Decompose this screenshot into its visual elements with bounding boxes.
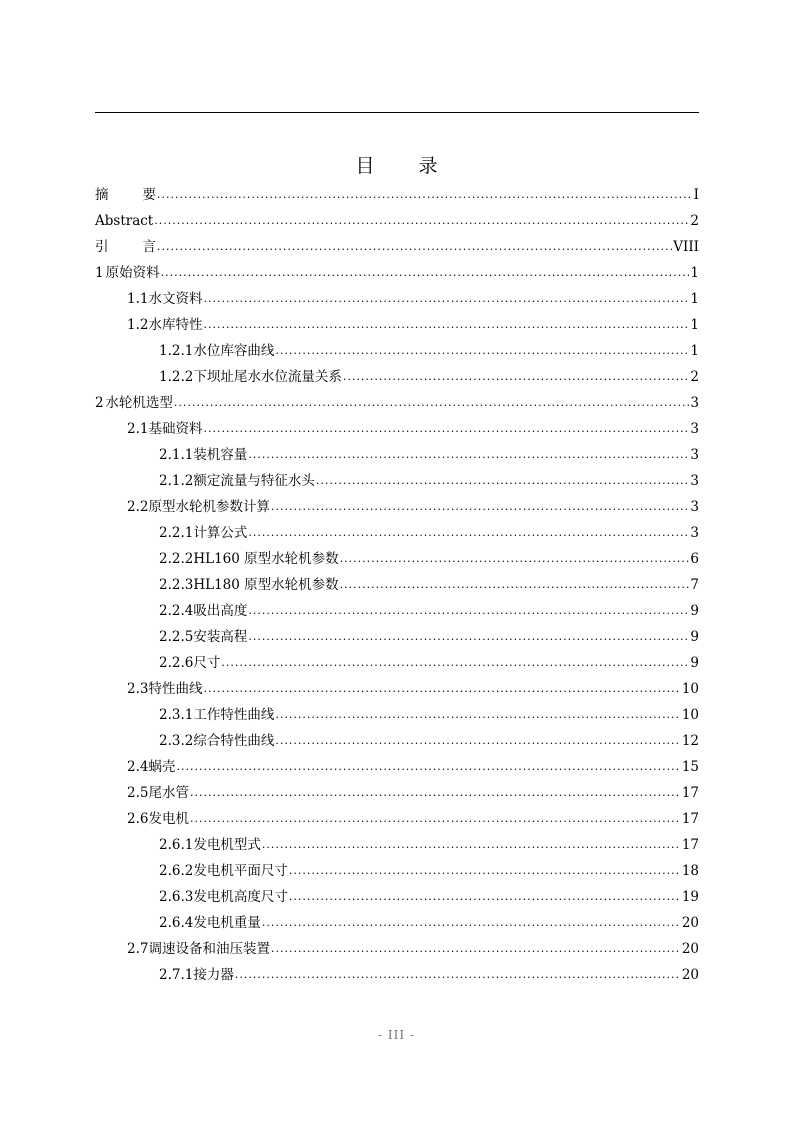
- toc-title-char-1: 目: [355, 155, 375, 177]
- toc-entry-page: 20: [681, 941, 699, 957]
- toc-entry-label: 特性曲线: [148, 681, 203, 697]
- toc-dot-leader: [289, 858, 681, 884]
- toc-entry-page: VIII: [673, 239, 699, 255]
- toc-entry-page: 6: [690, 551, 699, 567]
- toc-entry-number: 2.7: [127, 941, 149, 957]
- toc-entry-label: 计算公式: [193, 525, 248, 541]
- toc-entry-page: 1: [690, 291, 699, 307]
- toc-entry-number: 2.2.2: [159, 551, 194, 567]
- toc-entry-number: 2.6.3: [159, 889, 194, 905]
- toc-entry-label: 水轮机选型: [105, 395, 173, 411]
- toc-dot-leader: [248, 442, 689, 468]
- toc-dot-leader: [340, 546, 690, 572]
- toc-entry[interactable]: [95, 806, 699, 832]
- toc-entry-page: 3: [690, 395, 699, 411]
- page-number-footer: - III -: [378, 1028, 415, 1042]
- toc-dot-leader: [154, 208, 689, 234]
- toc-entry[interactable]: [95, 650, 699, 676]
- toc-entry-number: 2.2.3: [159, 577, 194, 593]
- toc-entry-label: 吸出高度: [193, 603, 248, 619]
- toc-entry[interactable]: [95, 338, 699, 364]
- toc-entry-label: 尾水管: [148, 785, 189, 801]
- toc-entry-number: 2.6.2: [159, 863, 194, 879]
- toc-entry-label: 发电机平面尺寸: [193, 863, 288, 879]
- toc-entry-page: 2: [690, 213, 699, 229]
- toc-entry-page: 17: [681, 785, 699, 801]
- toc-dot-leader: [176, 754, 680, 780]
- toc-entry-page: 20: [681, 967, 699, 983]
- toc-entry[interactable]: [95, 676, 699, 702]
- toc-dot-leader: [340, 572, 690, 598]
- toc-entry-number: 2.6.4: [159, 915, 194, 931]
- toc-entry-label-char: 引: [95, 239, 109, 255]
- toc-entry-number: 1.2: [127, 317, 149, 333]
- toc-entry-label: 综合特性曲线: [193, 733, 275, 749]
- toc-dot-leader: [275, 728, 680, 754]
- toc-entry[interactable]: [95, 832, 699, 858]
- toc-entry[interactable]: [95, 962, 699, 988]
- toc-entry-page: 12: [681, 733, 699, 749]
- toc-entry[interactable]: [95, 416, 699, 442]
- toc-entry[interactable]: [95, 390, 699, 416]
- toc-entry-label: 原型水轮机参数计算: [148, 499, 270, 515]
- toc-entry-number: 2.1: [127, 421, 149, 437]
- toc-entry-page: 18: [681, 863, 699, 879]
- toc-entry-label: HL180 原型水轮机参数: [193, 577, 339, 593]
- toc-entry[interactable]: [95, 364, 699, 390]
- toc-dot-leader: [262, 832, 681, 858]
- toc-title: [0, 152, 793, 180]
- toc-entry-page: 20: [681, 915, 699, 931]
- toc-entry-number: 2.7.1: [159, 967, 194, 983]
- toc-entry-number: 2: [95, 395, 104, 411]
- toc-entry-label: 基础资料: [148, 421, 203, 437]
- toc-entry-page: 17: [681, 811, 699, 827]
- toc-entry-number: 1.2.2: [159, 369, 194, 385]
- toc-entry[interactable]: [95, 312, 699, 338]
- toc-entry[interactable]: [95, 598, 699, 624]
- toc-entry[interactable]: [95, 546, 699, 572]
- toc-entry[interactable]: [95, 286, 699, 312]
- toc-entry-label: 发电机重量: [193, 915, 261, 931]
- toc-dot-leader: [157, 182, 693, 208]
- toc-entry-label: 水位库容曲线: [193, 343, 275, 359]
- toc-entry-number: 2.6: [127, 811, 149, 827]
- toc-entry[interactable]: [95, 624, 699, 650]
- toc-entry-page: 3: [690, 447, 699, 463]
- toc-entry-number: 2.1.2: [159, 473, 194, 489]
- toc-entry[interactable]: [95, 520, 699, 546]
- toc-entry-page: 3: [690, 499, 699, 515]
- toc-dot-leader: [343, 364, 690, 390]
- toc-entry[interactable]: [95, 572, 699, 598]
- toc-entry-label: 发电机型式: [193, 837, 261, 853]
- toc-entry-number: 1.1: [127, 291, 149, 307]
- toc-dot-leader: [275, 702, 680, 728]
- toc-dot-leader: [161, 260, 690, 286]
- toc-entry-number: 2.3.1: [159, 707, 194, 723]
- toc-entry-label: 下坝址尾水水位流量关系: [193, 369, 342, 385]
- toc-entry-number: 2.1.1: [159, 447, 194, 463]
- toc-entry-label: 水库特性: [148, 317, 203, 333]
- toc-entry[interactable]: [95, 260, 699, 286]
- toc-entry-label: 额定流量与特征水头: [193, 473, 315, 489]
- toc-entry-number: 1: [95, 265, 104, 281]
- toc-entry-label: 水文资料: [148, 291, 203, 307]
- toc-entry-page: 3: [690, 525, 699, 541]
- toc-dot-leader: [271, 494, 689, 520]
- toc-dot-leader: [289, 884, 681, 910]
- toc-entry-number: 2.3.2: [159, 733, 194, 749]
- toc-entry-label: 调速设备和油压装置: [148, 941, 270, 957]
- toc-entry[interactable]: [95, 208, 699, 234]
- toc-entry-label: [95, 234, 156, 260]
- toc-entry[interactable]: [95, 884, 699, 910]
- toc-dot-leader: [271, 936, 681, 962]
- toc-entry-label: 尺寸: [193, 655, 221, 671]
- toc-entry-page: I: [693, 187, 699, 203]
- toc-dot-leader: [275, 338, 689, 364]
- toc-dot-leader: [248, 520, 689, 546]
- toc-entry-page: 1: [690, 343, 699, 359]
- toc-entry[interactable]: [95, 234, 699, 260]
- toc-entry[interactable]: [95, 936, 699, 962]
- toc-title-char-2: 录: [418, 155, 438, 177]
- toc-dot-leader: [203, 286, 689, 312]
- toc-entry-number: 2.3: [127, 681, 149, 697]
- table-of-contents: [95, 182, 699, 988]
- toc-entry-label: 装机容量: [193, 447, 248, 463]
- toc-dot-leader: [203, 676, 680, 702]
- toc-entry-label: 蜗壳: [148, 759, 176, 775]
- toc-entry-label: [95, 182, 156, 208]
- toc-entry-label: Abstract: [95, 213, 154, 229]
- toc-entry-page: 3: [690, 421, 699, 437]
- toc-entry-page: 1: [690, 317, 699, 333]
- toc-dot-leader: [174, 390, 690, 416]
- toc-entry-page: 9: [690, 655, 699, 671]
- toc-entry-label: 接力器: [193, 967, 234, 983]
- toc-entry[interactable]: [95, 702, 699, 728]
- toc-entry-number: 2.4: [127, 759, 149, 775]
- toc-entry-label: 发电机: [148, 811, 189, 827]
- toc-entry[interactable]: [95, 910, 699, 936]
- toc-dot-leader: [262, 910, 681, 936]
- toc-entry-page: 15: [681, 759, 699, 775]
- toc-entry-label: 工作特性曲线: [193, 707, 275, 723]
- header-rule: [95, 112, 699, 113]
- toc-entry-label-char: 摘: [95, 187, 109, 203]
- toc-dot-leader: [316, 468, 690, 494]
- toc-entry[interactable]: [95, 754, 699, 780]
- toc-entry-number: 1.2.1: [159, 343, 194, 359]
- toc-entry-page: 10: [681, 681, 699, 697]
- toc-entry-label: 原始资料: [105, 265, 160, 281]
- toc-entry-label-char: 要: [142, 187, 156, 203]
- toc-entry-label: 发电机高度尺寸: [193, 889, 288, 905]
- toc-entry[interactable]: [95, 858, 699, 884]
- toc-entry-page: 17: [681, 837, 699, 853]
- toc-entry-label: HL160 原型水轮机参数: [193, 551, 339, 567]
- toc-dot-leader: [190, 806, 681, 832]
- toc-entry-number: 2.2: [127, 499, 149, 515]
- toc-entry-number: 2.2.1: [159, 525, 194, 541]
- toc-entry-page: 3: [690, 473, 699, 489]
- toc-entry-page: 9: [690, 629, 699, 645]
- toc-dot-leader: [221, 650, 689, 676]
- toc-entry[interactable]: [95, 780, 699, 806]
- toc-entry-page: 7: [690, 577, 699, 593]
- toc-entry-page: 9: [690, 603, 699, 619]
- toc-dot-leader: [235, 962, 681, 988]
- toc-dot-leader: [248, 598, 689, 624]
- toc-entry-number: 2.2.5: [159, 629, 194, 645]
- toc-entry-label: 安装高程: [193, 629, 248, 645]
- toc-entry-label-char: 言: [142, 239, 156, 255]
- toc-dot-leader: [190, 780, 681, 806]
- toc-entry[interactable]: [95, 442, 699, 468]
- toc-entry[interactable]: [95, 494, 699, 520]
- toc-entry-number: 2.6.1: [159, 837, 194, 853]
- toc-dot-leader: [203, 416, 689, 442]
- toc-entry[interactable]: [95, 468, 699, 494]
- toc-entry-page: 19: [681, 889, 699, 905]
- toc-entry-number: 2.2.4: [159, 603, 194, 619]
- toc-dot-leader: [203, 312, 689, 338]
- toc-entry[interactable]: [95, 728, 699, 754]
- toc-entry-number: 2.5: [127, 785, 149, 801]
- toc-dot-leader: [157, 234, 672, 260]
- toc-entry-page: 10: [681, 707, 699, 723]
- toc-dot-leader: [248, 624, 689, 650]
- toc-entry-page: 2: [690, 369, 699, 385]
- toc-entry-number: 2.2.6: [159, 655, 194, 671]
- toc-entry[interactable]: [95, 182, 699, 208]
- toc-entry-page: 1: [690, 265, 699, 281]
